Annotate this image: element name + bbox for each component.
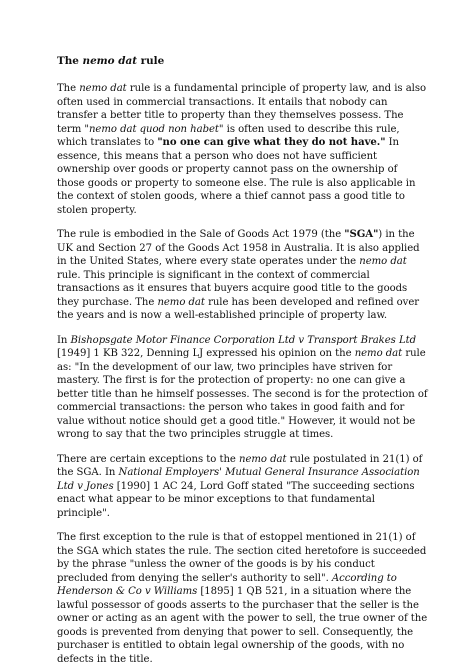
p2-emphasis-2: nemo dat [157, 296, 205, 308]
p2-emphasis-1: nemo dat [359, 256, 407, 267]
document-title [57, 55, 428, 68]
p4-text-1: There are certain exceptions to the [57, 453, 239, 465]
p1-text-1: The [57, 83, 80, 94]
paragraph-bishopsgate-case [57, 334, 428, 442]
p2-text-4: rule has been developed and refined over the years and is now a well-established principle of property law. [57, 296, 420, 321]
p4-emphasis-1: nemo dat [239, 453, 287, 465]
title-suffix: rule [137, 55, 165, 67]
p3-text-2: [1949] 1 KB 322, Denning LJ expressed his opinion on the [57, 348, 355, 359]
p4-case-name: National Employers' Mutual General Insurance Association Ltd v Jones [57, 467, 420, 492]
paragraph-estoppel [57, 531, 428, 666]
p5-text-2: [1895] 1 QB 521, in a situation where the lawful possessor of goods asserts to the purchaser that the seller is the owner or acting as an agent with the power to sell, the true owner of the goods is prevented from denying that power to sell. Consequently, the purchaser is entitled to obtain legal ownership of the goods, with no defects in the title. [57, 586, 428, 665]
p1-text-4: In essence, this means that a person who does not have sufficient ownership over goods or property cannot pass on the ownership of those goods or property to someone else. The rule is also applicable in the context of stolen goods, where a thief cannot pass a good title to stolen property. [57, 137, 416, 216]
p2-text-3: rule. This principle is significant in the context of commercial transactions as it ensures that buyers acquire good title to the goods they purchase. The [57, 269, 408, 308]
p3-text-1: In [57, 334, 71, 346]
title-prefix: The [57, 55, 83, 67]
p5-text-1: The first exception to the rule is that of estoppel mentioned in 21(1) of the SGA which states the rule. The section cited heretofore is succeeded by the phrase "unless the owner of the goods is by his conduct precluded from denying the seller's authority to sell". [57, 532, 427, 584]
p4-text-2: rule postulated in 21(1) of the SGA. In [57, 453, 423, 478]
p1-emphasis-1: nemo dat [79, 83, 127, 94]
p3-emphasis-1: nemo dat [354, 348, 403, 359]
paragraph-legislation [57, 228, 428, 323]
title-emphasis: nemo dat [82, 55, 138, 67]
p3-text-3: rule as: "In the development of our law, two principles have striven for mastery. The first is for the protection of property: no one can give a better title than he himself possesses. The second is for the protection of commercial transactions: the person who takes in good faith and for value without notice should get a good title." However, it would not be wrong to say that the two principles struggle at times. [57, 348, 428, 440]
p1-text-2: rule is a fundamental principle of property law, and is also often used in commercial transactions. It entails that nobody can transfer a better title to property than they themselves possess. The term " [57, 83, 426, 135]
p1-bold-1: "no one can give what they do not have." [157, 137, 386, 148]
p1-text-3: " is often used to describe this rule, which translates to [57, 123, 400, 148]
paragraph-exceptions [57, 453, 428, 521]
p5-case-name: According to Henderson & Co v Williams [57, 572, 397, 597]
p3-case-name: Bishopsgate Motor Finance Corporation Ltd v Transport Brakes Ltd [70, 334, 417, 346]
p2-text-1: The rule is embodied in the Sale of Goods Act 1979 (the [57, 229, 345, 240]
p2-text-2: ) in the UK and Section 27 of the Goods Act 1958 in Australia. It is also applied in the United States, where every state operates under the [57, 229, 420, 267]
paragraph-definition [57, 82, 428, 217]
p4-text-3: [1990] 1 AC 24, Lord Goff stated "The succeeding sections enact what appear to be minor exceptions to that fundamental principle". [57, 480, 415, 519]
p1-emphasis-2: nemo dat quod non habet [88, 123, 219, 135]
p2-bold-1: "SGA" [344, 229, 379, 240]
